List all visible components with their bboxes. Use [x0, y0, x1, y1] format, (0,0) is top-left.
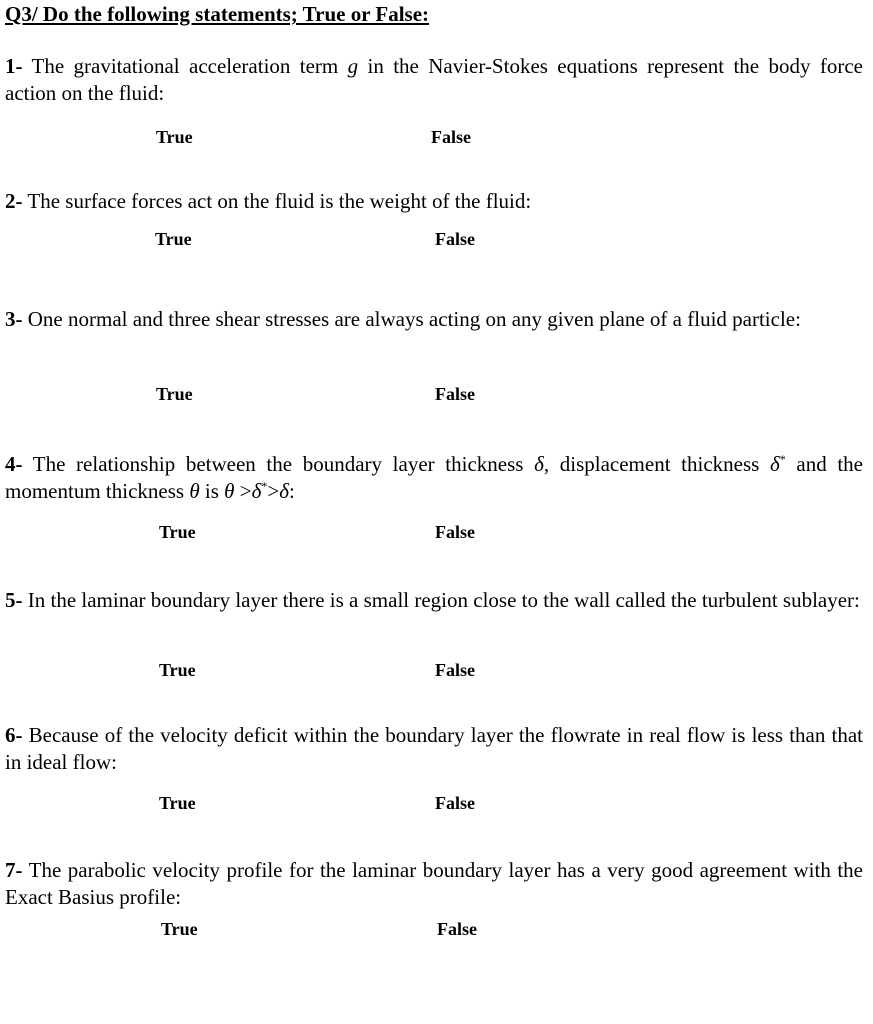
question-text: One normal and three shear stresses are always acting on any given plane of a fluid particle: [22, 307, 801, 331]
question-text: : [288, 479, 295, 503]
math-operator: > [267, 479, 280, 503]
option-true-q6[interactable]: True [159, 793, 196, 813]
question-number: 1- [5, 54, 23, 78]
question-number: 6- [5, 723, 23, 747]
math-delta: δ [279, 479, 289, 503]
question-3 [5, 306, 863, 333]
math-operator: > [234, 479, 252, 503]
option-false-q3[interactable]: False [435, 384, 475, 404]
option-true-q3[interactable]: True [156, 384, 193, 404]
question-text: The surface forces act on the fluid is the weight of the fluid: [22, 189, 532, 213]
question-text: In the laminar boundary layer there is a small region close to the wall called the turbulent sublayer: [22, 588, 860, 612]
option-true-q4[interactable]: True [159, 522, 196, 542]
math-star: * [261, 479, 268, 493]
question-text: and the momentum thickness [5, 452, 863, 503]
question-text: is [199, 479, 225, 503]
math-delta-star: δ [769, 452, 780, 476]
option-true-q1[interactable]: True [156, 127, 193, 147]
math-variable-g: g [347, 54, 359, 78]
math-theta: θ [224, 479, 235, 503]
question-7 [5, 857, 863, 911]
question-text: The relationship between the boundary layer thickness [22, 452, 535, 476]
option-true-q7[interactable]: True [161, 919, 198, 939]
option-false-q5[interactable]: False [435, 660, 475, 680]
option-false-q1[interactable]: False [431, 127, 471, 147]
question-number: 7- [5, 858, 23, 882]
option-true-q5[interactable]: True [159, 660, 196, 680]
question-number: 5- [5, 588, 23, 612]
math-delta: δ [534, 452, 544, 476]
question-text: in the Navier-Stokes equations represent the body force action on the fluid: [5, 54, 863, 105]
question-number: 3- [5, 307, 23, 331]
page-title: Q3/ Do the following statements; True or False: [5, 2, 430, 26]
option-false-q6[interactable]: False [435, 793, 475, 813]
option-false-q7[interactable]: False [437, 919, 477, 939]
question-text: The gravitational acceleration term [22, 54, 348, 78]
question-number: 2- [5, 189, 23, 213]
math-delta: δ [251, 479, 262, 503]
question-4 [5, 451, 863, 505]
question-text: , displacement thickness [543, 452, 770, 476]
question-number: 4- [5, 452, 23, 476]
option-false-q2[interactable]: False [435, 229, 475, 249]
question-text: The parabolic velocity profile for the laminar boundary layer has a very good agreement with the Exact Basius profile: [5, 858, 863, 909]
question-text: Because of the velocity deficit within the boundary layer the flowrate in real flow is less than that in ideal flow: [5, 723, 863, 774]
question-6 [5, 722, 863, 776]
math-theta: θ [189, 479, 200, 503]
question-2 [5, 188, 863, 215]
math-star: * [779, 452, 786, 466]
question-1 [5, 53, 863, 107]
option-true-q2[interactable]: True [155, 229, 192, 249]
option-false-q4[interactable]: False [435, 522, 475, 542]
question-5 [5, 587, 863, 614]
